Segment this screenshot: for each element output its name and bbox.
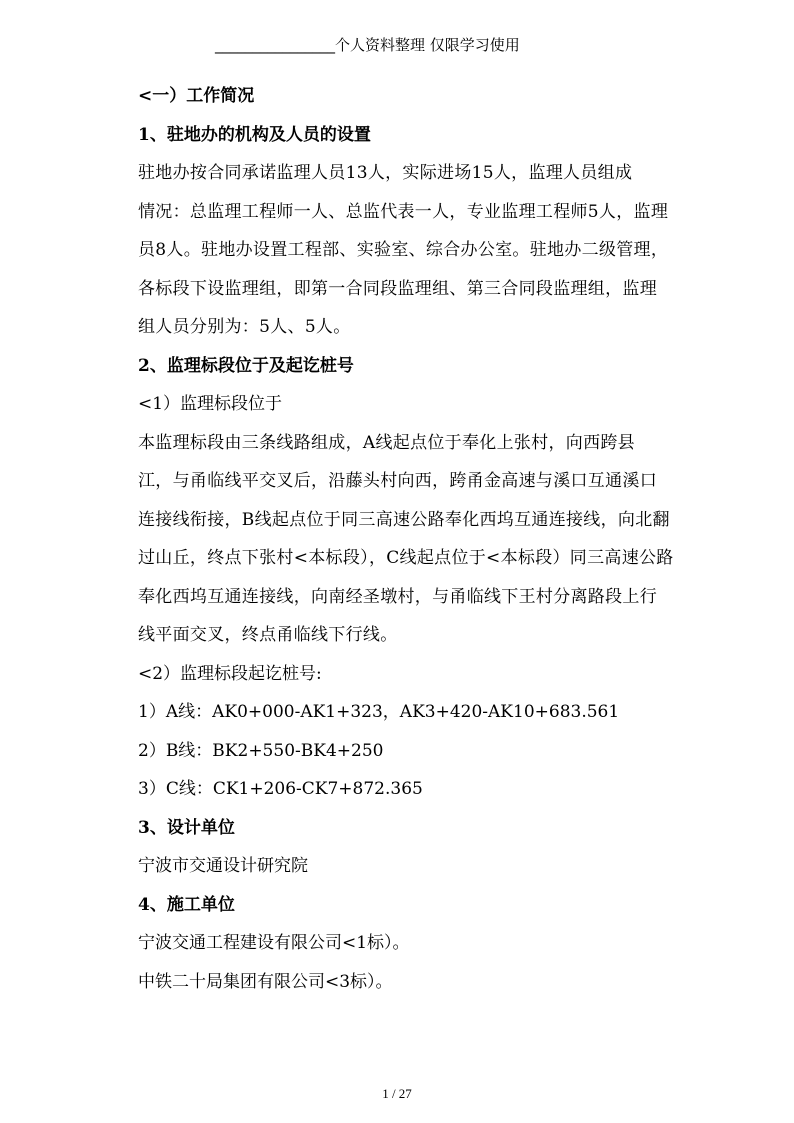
section-heading-3: 3、设计单位 bbox=[138, 817, 235, 838]
contractor-3: 中铁二十局集团有限公司<3标）。 bbox=[138, 971, 393, 992]
paragraph-line: 情况：总监理工程师一人、总监代表一人，专业监理工程师5人，监理 bbox=[138, 201, 669, 222]
document-body bbox=[138, 77, 708, 1001]
station-line-b: 2）B线：BK2+550-BK4+250 bbox=[138, 740, 384, 761]
station-line-c: 3）C线：CK1+206-CK7+872.365 bbox=[138, 779, 423, 799]
paragraph-line: 江，与甬临线平交叉后，沿藤头村向西，跨甬金高速与溪口互通溪口 bbox=[138, 471, 657, 491]
section-heading-4: 4、施工单位 bbox=[138, 894, 235, 915]
paragraph-line: 奉化西坞互通连接线，向南经圣墩村，与甬临线下王村分离路段上行 bbox=[138, 586, 657, 607]
station-line-a: 1）A线：AK0+000-AK1+323，AK3+420-AK10+683.561 bbox=[138, 702, 620, 722]
paragraph-line: 本监理标段由三条线路组成，A线起点位于奉化上张村，向西跨县 bbox=[138, 432, 635, 453]
paragraph-line: 线平面交叉，终点甬临线下行线。 bbox=[138, 625, 398, 645]
page-header: ________________个人资料整理 仅限学习使用 bbox=[215, 36, 520, 54]
design-unit-name: 宁波市交通设计研究院 bbox=[138, 856, 308, 876]
paragraph-staffing bbox=[138, 154, 708, 347]
paragraph-line: 员8人。驻地办设置工程部、实验室、综合办公室。驻地办二级管理， bbox=[138, 240, 669, 260]
paragraph-line: 过山丘，终点下张村<本标段），C线起点位于<本标段）同三高速公路 bbox=[138, 548, 674, 568]
paragraph-location bbox=[138, 424, 708, 655]
paragraph-line: 各标段下设监理组，即第一合同段监理组、第三合同段监理组，监理 bbox=[138, 278, 657, 299]
paragraph-line: 组人员分别为：5人、5人。 bbox=[138, 317, 351, 337]
section-heading-2: 2、监理标段位于及起讫桩号 bbox=[138, 355, 354, 376]
paragraph-line: 连接线衔接，B线起点位于同三高速公路奉化西坞互通连接线，向北翻 bbox=[138, 509, 670, 530]
subsection-label-stations: <2）监理标段起讫桩号: bbox=[138, 663, 322, 684]
section-heading-overview: <一）工作简况 bbox=[138, 86, 255, 106]
page-number: 1 / 27 bbox=[382, 1086, 412, 1101]
contractor-1: 宁波交通工程建设有限公司<1标）。 bbox=[138, 933, 410, 953]
section-heading-1: 1、驻地办的机构及人员的设置 bbox=[138, 124, 371, 145]
paragraph-line: 驻地办按合同承诺监理人员13人，实际进场15人，监理人员组成 bbox=[138, 163, 633, 183]
subsection-label-location: <1）监理标段位于 bbox=[138, 394, 283, 414]
